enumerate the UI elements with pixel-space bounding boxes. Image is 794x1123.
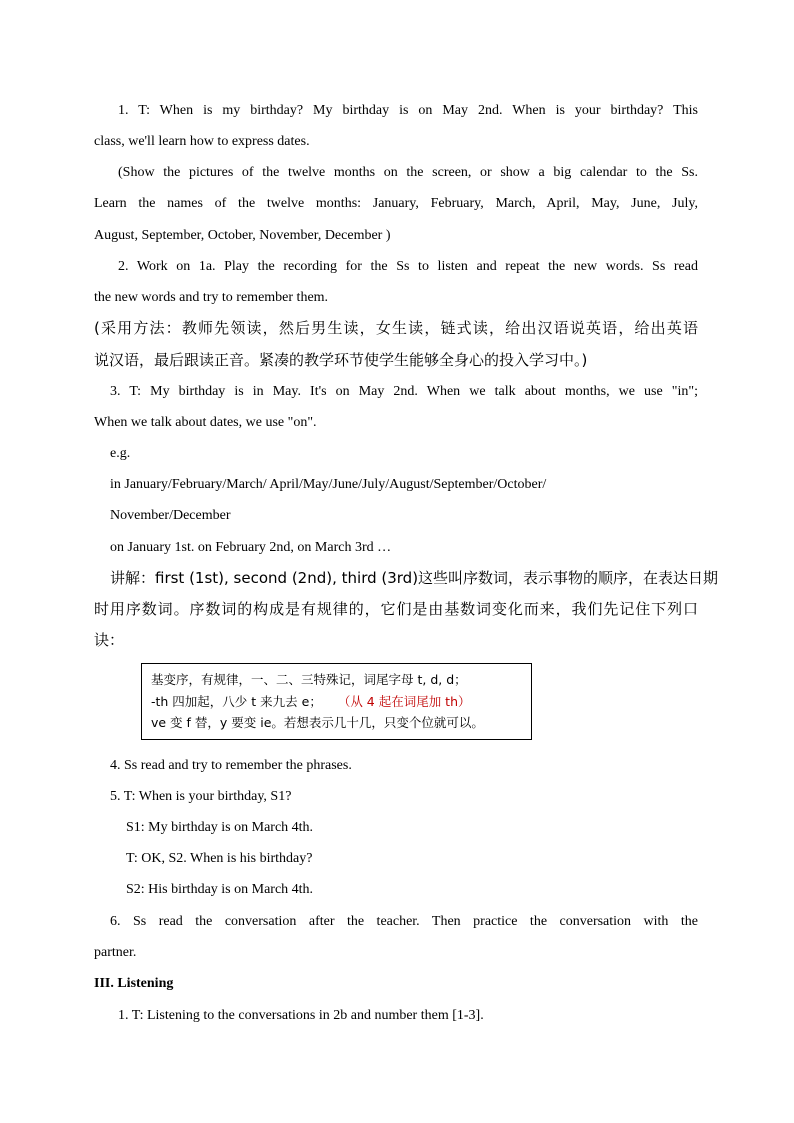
step-2-line-2: the new words and try to remember them.: [94, 290, 329, 305]
mnemonic-line-3: ve 变 f 替，y 要变 ie。若想表示几十几，只变个位就可以。: [151, 715, 484, 730]
section-heading-listening: III. Listening: [94, 976, 174, 991]
dialogue-t: T: OK, S2. When is his birthday?: [126, 851, 313, 866]
step-2-line-1: 2. Work on 1a. Play the recording for the Ss to listen and repeat the new words. Ss read: [118, 259, 698, 274]
mnemonic-line-2: [151, 694, 471, 710]
dialogue-s1: S1: My birthday is on March 4th.: [126, 820, 314, 835]
explanation-line-3: 诀：: [94, 631, 125, 649]
example-label: e.g.: [110, 446, 131, 461]
mnemonic-line-2-text: -th 四加起，八少 t 来九去 e；: [151, 694, 322, 709]
dialogue-s2: S2: His birthday is on March 4th.: [126, 882, 314, 897]
example-months-line-2: November/December: [110, 508, 231, 523]
explanation-line-2: 时用序数词。序数词的构成是有规律的，它们是由基数词变化而来，我们先记住下列口: [94, 600, 698, 618]
example-months-line-1: in January/February/March/ April/May/June/July/August/September/October/: [110, 477, 547, 492]
mnemonic-line-2-note: （从 4 起在词尾加 th）: [337, 694, 471, 709]
step-1-line-2: class, we'll learn how to express dates.: [94, 134, 310, 149]
show-pictures-line-1: (Show the pictures of the twelve months on the screen, or show a big calendar to the Ss.: [118, 165, 698, 180]
step-6-line-1: 6. Ss read the conversation after the teacher. Then practice the conversation with the: [110, 914, 698, 929]
example-dates: on January 1st. on February 2nd, on March 3rd …: [110, 540, 392, 555]
step-4: 4. Ss read and try to remember the phrases.: [110, 758, 352, 773]
step-3-line-1: 3. T: My birthday is in May. It's on May 2nd. When we talk about months, we use "in";: [110, 384, 698, 399]
step-1-line-1: 1. T: When is my birthday? My birthday is on May 2nd. When is your birthday? This: [118, 103, 698, 118]
show-pictures-line-3: August, September, October, November, December ): [94, 228, 391, 243]
show-pictures-line-2: Learn the names of the twelve months: January, February, March, April, May, June, July,: [94, 196, 698, 211]
step-3-line-2: When we talk about dates, we use "on".: [94, 415, 317, 430]
method-note-line-1: (采用方法：教师先领读，然后男生读，女生读，链式读，给出汉语说英语，给出英语: [94, 319, 698, 337]
step-6-line-2: partner.: [94, 945, 137, 960]
step-5: 5. T: When is your birthday, S1?: [110, 789, 292, 804]
explanation-line-1: 讲解：first (1st), second (2nd), third (3rd)这些叫序数词，表示事物的顺序，在表达日期: [110, 569, 719, 587]
method-note-line-2: 说汉语，最后跟读正音。紧凑的教学环节使学生能够全身心的投入学习中。): [94, 351, 588, 369]
listening-step-1: 1. T: Listening to the conversations in 2b and number them [1-3].: [118, 1008, 484, 1023]
mnemonic-box: [141, 663, 532, 740]
mnemonic-line-1: 基变序，有规律，一、二、三特殊记，词尾字母 t, d, d；: [151, 672, 467, 687]
